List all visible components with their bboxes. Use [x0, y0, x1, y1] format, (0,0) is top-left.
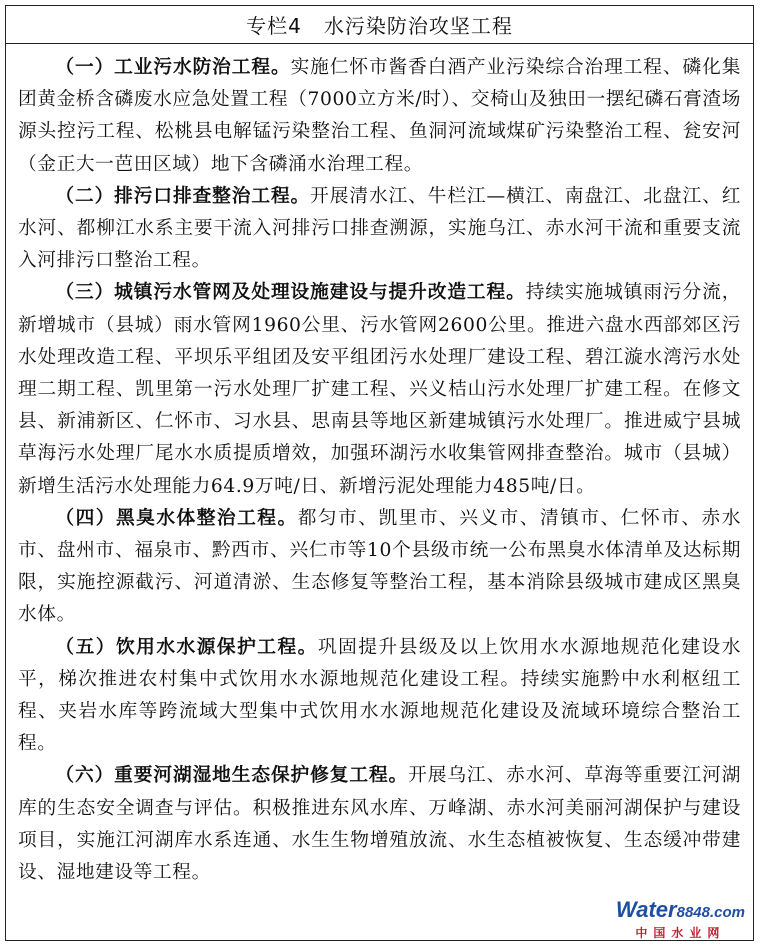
- paragraph-heading: （二）排污口排查整治工程。: [55, 185, 311, 207]
- column-label: 专栏4: [246, 14, 302, 38]
- paragraph-body: 实施仁怀市酱香白酒产业污染综合治理工程、磷化集团黄金桥含磷废水应急处置工程（7000立方米/时）、交椅山及独田一摆纪磷石膏渣场源头控污工程、松桃县电解锰污染整治工程、鱼洞河流域煤矿污染整治工程、瓮安河（金正大一芭田区域）地下含磷涌水治理工程。: [18, 57, 741, 175]
- column-title-text: 水污染防治攻坚工程: [323, 14, 513, 38]
- paragraph-body: 开展乌江、赤水河、草海等重要江河湖库的生态安全调查与评估。积极推进东风水库、万峰湖、赤水河美丽河湖保护与建设项目，实施江河湖库水系连通、水生生物增殖放流、水生态植被恢复、生态缓冲带建设、湿地建设等工程。: [18, 765, 741, 884]
- column-box: [5, 5, 754, 941]
- paragraph-outfall: [18, 181, 741, 278]
- paragraph-body: 开展清水江、牛栏江—横江、南盘江、北盘江、红水河、都柳江水系主要干流入河排污口排查溯源，实施乌江、赤水河干流和重要支流入河排污口整治工程。: [18, 185, 741, 272]
- paragraph-sewage: [18, 277, 741, 502]
- paragraph-black-odorous: [18, 503, 741, 632]
- paragraph-drinking-water: [18, 632, 741, 761]
- paragraph-wetland: [18, 760, 741, 889]
- paragraph-heading: （六）重要河湖湿地生态保护修复工程。: [55, 765, 409, 787]
- paragraph-body: 都匀市、凯里市、兴义市、清镇市、仁怀市、赤水市、盘州市、福泉市、黔西市、兴仁市等10个县级市统一公布黑臭水体清单及达标期限，实施控源截污、河道清淤、生态修复等整治工程，基本消除县级城市建成区黑臭水体。: [18, 507, 741, 626]
- column-content: [6, 44, 753, 889]
- paragraph-industrial: [18, 52, 741, 181]
- watermark-subtitle: 中国水业网: [635, 926, 726, 940]
- site-watermark: [616, 899, 745, 941]
- paragraph-heading: （五）饮用水水源保护工程。: [55, 636, 318, 658]
- paragraph-heading: （三）城镇污水管网及处理设施建设与提升改造工程。: [55, 282, 526, 304]
- column-title: [6, 6, 753, 44]
- paragraph-body: 巩固提升县级及以上饮用水水源地规范化建设水平，梯次推进农村集中式饮用水水源地规范化建设工程。持续实施黔中水利枢纽工程、夹岩水库等跨流域大型集中式饮用水水源地规范化建设及流域环境综合整治工程。: [18, 636, 741, 755]
- paragraph-heading: （四）黑臭水体整治工程。: [55, 507, 298, 529]
- paragraph-heading: （一）工业污水防治工程。: [55, 57, 291, 78]
- paragraph-body: 持续实施城镇雨污分流，新增城市（县城）雨水管网1960公里、污水管网2600公里。推进六盘水西部郊区污水处理改造工程、平坝乐平组团及安平组团污水处理厂建设工程、碧江漩水湾污水处理二期工程、凯里第一污水处理厂扩建工程、兴义桔山污水处理厂扩建工程。在修文县、新浦新区、仁怀市、习水县、思南县等地区新建城镇污水处理厂。推进威宁县城草海污水处理厂尾水水质提质增效，加强环湖污水收集管网排查整治。城市（县城）新增生活污水处理能力64.9万吨/日、新增污泥处理能力485吨/日。: [18, 282, 741, 497]
- watermark-logo: Water8848.com: [615, 897, 745, 922]
